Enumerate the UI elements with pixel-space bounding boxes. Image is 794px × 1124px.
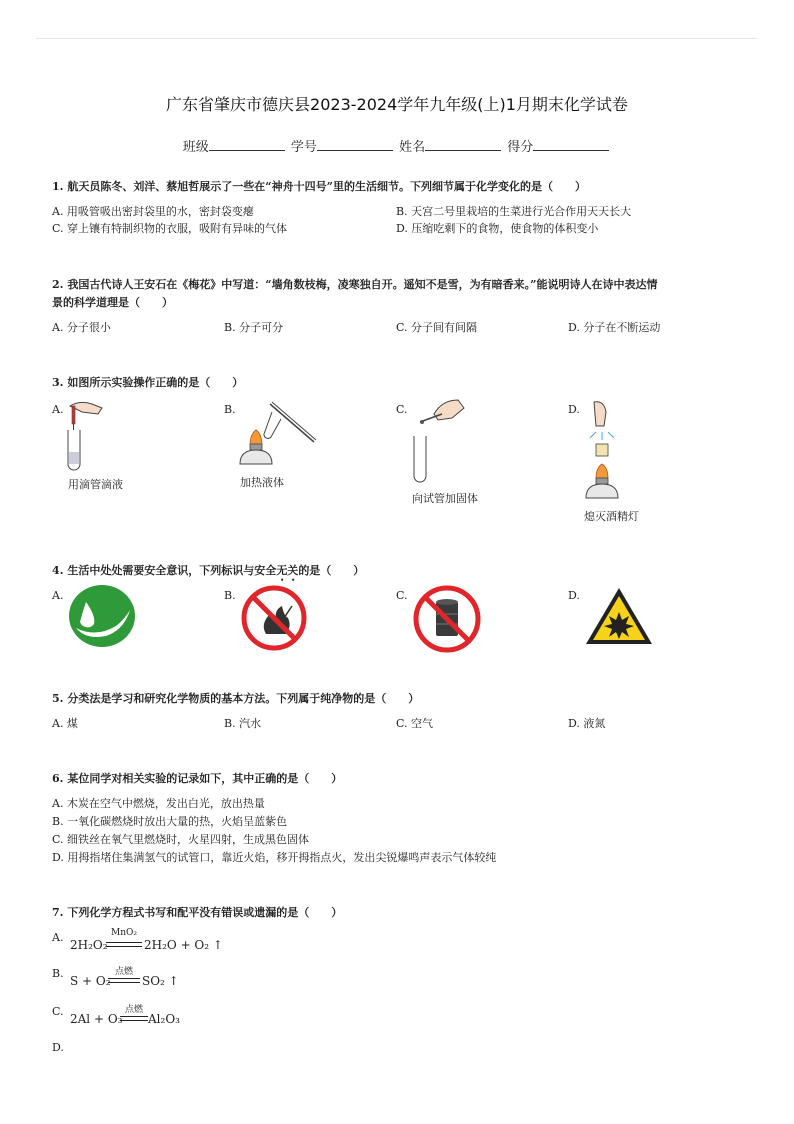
q1-option-d[interactable]: D. 压缩吃剩下的食物，使食物的体积变小	[396, 222, 599, 235]
q7-a-right: 2H₂O + O₂ ↑	[144, 938, 223, 952]
q7-option-c[interactable]: C.	[52, 1005, 64, 1018]
q3-caption-a: 用滴管滴液	[68, 478, 123, 491]
q7-a-condition: MnO₂	[111, 928, 137, 938]
q1-stem: 1. 航天员陈冬、刘洋、蔡旭哲展示了一些在“神舟十四号”里的生活细节。下列细节属于化学变化的是（ ）	[52, 180, 586, 193]
q4-stem	[52, 562, 754, 584]
q3-option-a[interactable]: A.	[52, 403, 64, 416]
name-blank[interactable]	[425, 138, 501, 151]
q1-option-a[interactable]: A. 用吸管吸出密封袋里的水，密封袋变瘪	[52, 205, 254, 218]
q7-option-d[interactable]: D.	[52, 1041, 64, 1054]
q3-option-c[interactable]: C.	[396, 403, 408, 416]
q6-option-a[interactable]: A. 木炭在空气中燃烧，发出白光，放出热量	[52, 797, 265, 810]
q4-option-a[interactable]: A.	[52, 589, 64, 602]
q5-option-c[interactable]: C. 空气	[396, 717, 434, 730]
dropper-illustration	[62, 398, 112, 474]
q5-stem: 5. 分类法是学习和研究化学物质的基本方法。下列属于纯净物的是（ ）	[52, 692, 420, 705]
num-label: 学号	[290, 140, 317, 155]
q7-a-left: 2H₂O₂	[70, 938, 108, 952]
q2-stem-line1: 2. 我国古代诗人王安石在《梅花》中写道：“墙角数枝梅，凌寒独自开。遥知不是雪，为有暗香来。”能说明诗人在诗中表达情	[52, 278, 658, 291]
q7-stem: 7. 下列化学方程式书写和配平没有错误或遗漏的是（ ）	[52, 906, 343, 919]
no-fire-icon	[240, 584, 308, 652]
q1-option-b[interactable]: B. 天宫二号里栽培的生菜进行光合作用天天长大	[396, 205, 632, 218]
q6-option-d[interactable]: D. 用拇指堵住集满氢气的试管口，靠近火焰，移开拇指点火，发出尖锐爆鸣声表示气体较纯	[52, 851, 497, 864]
q7-option-a[interactable]: A.	[52, 931, 64, 944]
q2-option-d[interactable]: D. 分子在不断运动	[568, 321, 661, 334]
q4-option-b[interactable]: B.	[224, 589, 236, 602]
adding-solid-illustration	[408, 396, 468, 488]
q7-option-b[interactable]: B.	[52, 967, 64, 980]
q5-option-b[interactable]: B. 汽水	[224, 717, 262, 730]
q6-stem: 6. 某位同学对相关实验的记录如下，其中正确的是（ ）	[52, 772, 343, 785]
class-label: 班级	[182, 140, 209, 155]
heating-liquid-illustration	[236, 398, 320, 474]
q7-b-right: SO₂ ↑	[142, 974, 179, 988]
q7-c-condition: 点燃	[124, 1005, 143, 1015]
q7-b-condition: 点燃	[114, 967, 133, 977]
q4-stem-pre: 4. 生活中处处需要安全意识，下列标识与安全	[52, 564, 277, 577]
q4-stem-emphasis: 无关	[276, 564, 299, 577]
q3-option-b[interactable]: B.	[224, 403, 236, 416]
q7-c-right: Al₂O₃	[148, 1012, 180, 1026]
q1-option-c[interactable]: C. 穿上镶有特制织物的衣服，吸附有异味的气体	[52, 222, 288, 235]
water-saving-icon	[68, 584, 136, 648]
q7-c-left: 2Al + O₃	[70, 1012, 123, 1026]
q3-caption-c: 向试管加固体	[412, 492, 478, 505]
q7-a-equals	[106, 942, 142, 947]
q3-caption-d: 熄灭酒精灯	[584, 510, 639, 523]
num-blank[interactable]	[317, 138, 393, 151]
q2-option-c[interactable]: C. 分子间有间隔	[396, 321, 478, 334]
q7-c-equals	[120, 1016, 148, 1021]
top-divider	[36, 38, 758, 39]
q3-stem: 3. 如图所示实验操作正确的是（ ）	[52, 376, 244, 389]
q4-stem-post: 的是（ ）	[298, 564, 365, 577]
q4-option-c[interactable]: C.	[396, 589, 408, 602]
q7-b-equals	[108, 978, 140, 983]
score-label: 得分	[507, 140, 534, 155]
q5-option-d[interactable]: D. 液氮	[568, 717, 606, 730]
q6-option-c[interactable]: C. 细铁丝在氧气里燃烧时，火星四射，生成黑色固体	[52, 833, 310, 846]
class-blank[interactable]	[209, 138, 285, 151]
q5-option-a[interactable]: A. 煤	[52, 717, 78, 730]
q2-option-a[interactable]: A. 分子很小	[52, 321, 111, 334]
student-info	[0, 136, 794, 155]
score-blank[interactable]	[533, 138, 609, 151]
explosive-warning-icon	[584, 586, 654, 646]
extinguish-lamp-illustration	[582, 398, 626, 504]
q3-option-d[interactable]: D.	[568, 403, 580, 416]
q2-stem-line2: 景的科学道理是（ ）	[52, 296, 173, 309]
q4-option-d[interactable]: D.	[568, 589, 580, 602]
q3-caption-b: 加热液体	[240, 476, 284, 489]
q2-option-b[interactable]: B. 分子可分	[224, 321, 284, 334]
q6-option-b[interactable]: B. 一氧化碳燃烧时放出大量的热，火焰呈蓝紫色	[52, 815, 288, 828]
page-title: 广东省肇庆市德庆县2023-2024学年九年级(上)1月期末化学试卷	[166, 95, 628, 114]
q7-b-left: S + O₂	[70, 974, 111, 988]
no-barrel-icon	[412, 584, 482, 654]
name-label: 姓名	[399, 140, 426, 155]
